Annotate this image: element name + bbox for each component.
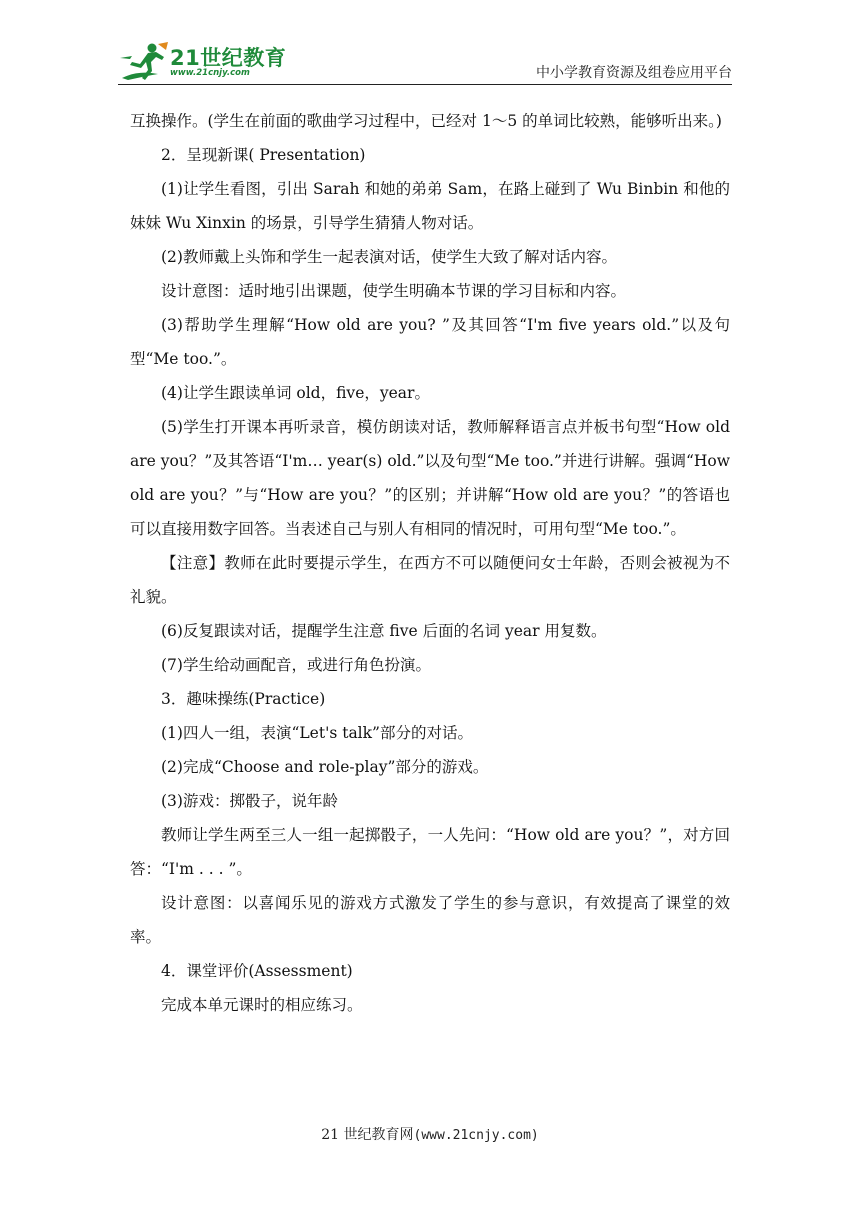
paragraph: (7)学生给动画配音，或进行角色扮演。 — [161, 656, 431, 674]
paragraph: (3)游戏：掷骰子，说年龄 — [161, 792, 338, 810]
paragraph: (2)教师戴上头饰和学生一起表演对话，使学生大致了解对话内容。 — [161, 248, 617, 266]
page-header — [118, 40, 732, 86]
note-paragraph: 【注意】教师在此时要提示学生，在西方不可以随便问女士年龄，否则会被视为不礼貌。 — [130, 554, 730, 606]
paragraph: (4)让学生跟读单词 old，five，year。 — [161, 384, 430, 402]
paragraph: 完成本单元课时的相应练习。 — [161, 996, 363, 1014]
paragraph: (6)反复跟读对话，提醒学生注意 five 后面的名词 year 用复数。 — [161, 622, 607, 640]
paragraph: (3)帮助学生理解“How old are you? ”及其回答“I'm five years old.”以及句型“Me too.”。 — [130, 316, 730, 368]
paragraph: (1)四人一组，表演“Let's talk”部分的对话。 — [161, 724, 473, 742]
footer-site: 21 世纪教育网 — [321, 1127, 414, 1143]
paragraph: (5)学生打开课本再听录音，模仿朗读对话，教师解释语言点并板书句型“How old are you？”及其答语“I'm… year(s) old.”以及句型“Me too.”并进行讲解。强调“How old are you？”与“How are you？”的区别；并讲解“How old are you？”的答语也可以直接用数字回答。当表述自己与别人有相同的情况时，可用句型“Me too.”。 — [130, 418, 730, 538]
paragraph: 互换操作。(学生在前面的歌曲学习过程中，已经对 1～5 的单词比较熟，能够听出来。) — [130, 112, 722, 130]
document-body — [130, 104, 730, 1022]
paragraph: 设计意图：以喜闻乐见的游戏方式激发了学生的参与意识，有效提高了课堂的效率。 — [130, 894, 730, 946]
paragraph: (1)让学生看图，引出 Sarah 和她的弟弟 Sam，在路上碰到了 Wu Binbin 和他的妹妹 Wu Xinxin 的场景，引导学生猜猜人物对话。 — [130, 180, 730, 232]
runner-logo-icon — [118, 40, 170, 84]
paragraph: (2)完成“Choose and role-play”部分的游戏。 — [161, 758, 489, 776]
logo-url: www.21cnjy.com — [170, 68, 250, 78]
logo — [118, 40, 288, 84]
page-footer — [0, 1124, 860, 1144]
platform-title: 中小学教育资源及组卷应用平台 — [536, 65, 732, 81]
paragraph: 设计意图：适时地引出课题，使学生明确本节课的学习目标和内容。 — [161, 282, 627, 300]
footer-url: (www.21cnjy.com) — [413, 1128, 539, 1143]
logo-text: 21世纪教育 — [170, 46, 287, 70]
header-divider — [118, 84, 732, 85]
section-heading: 4．课堂评价(Assessment) — [161, 962, 353, 980]
section-heading: 2．呈现新课( Presentation) — [161, 146, 366, 164]
paragraph: 教师让学生两至三人一组一起掷骰子，一人先问：“How old are you？”，对方回答：“I'm . . . ”。 — [130, 826, 730, 878]
section-heading: 3．趣味操练(Practice) — [161, 690, 326, 708]
